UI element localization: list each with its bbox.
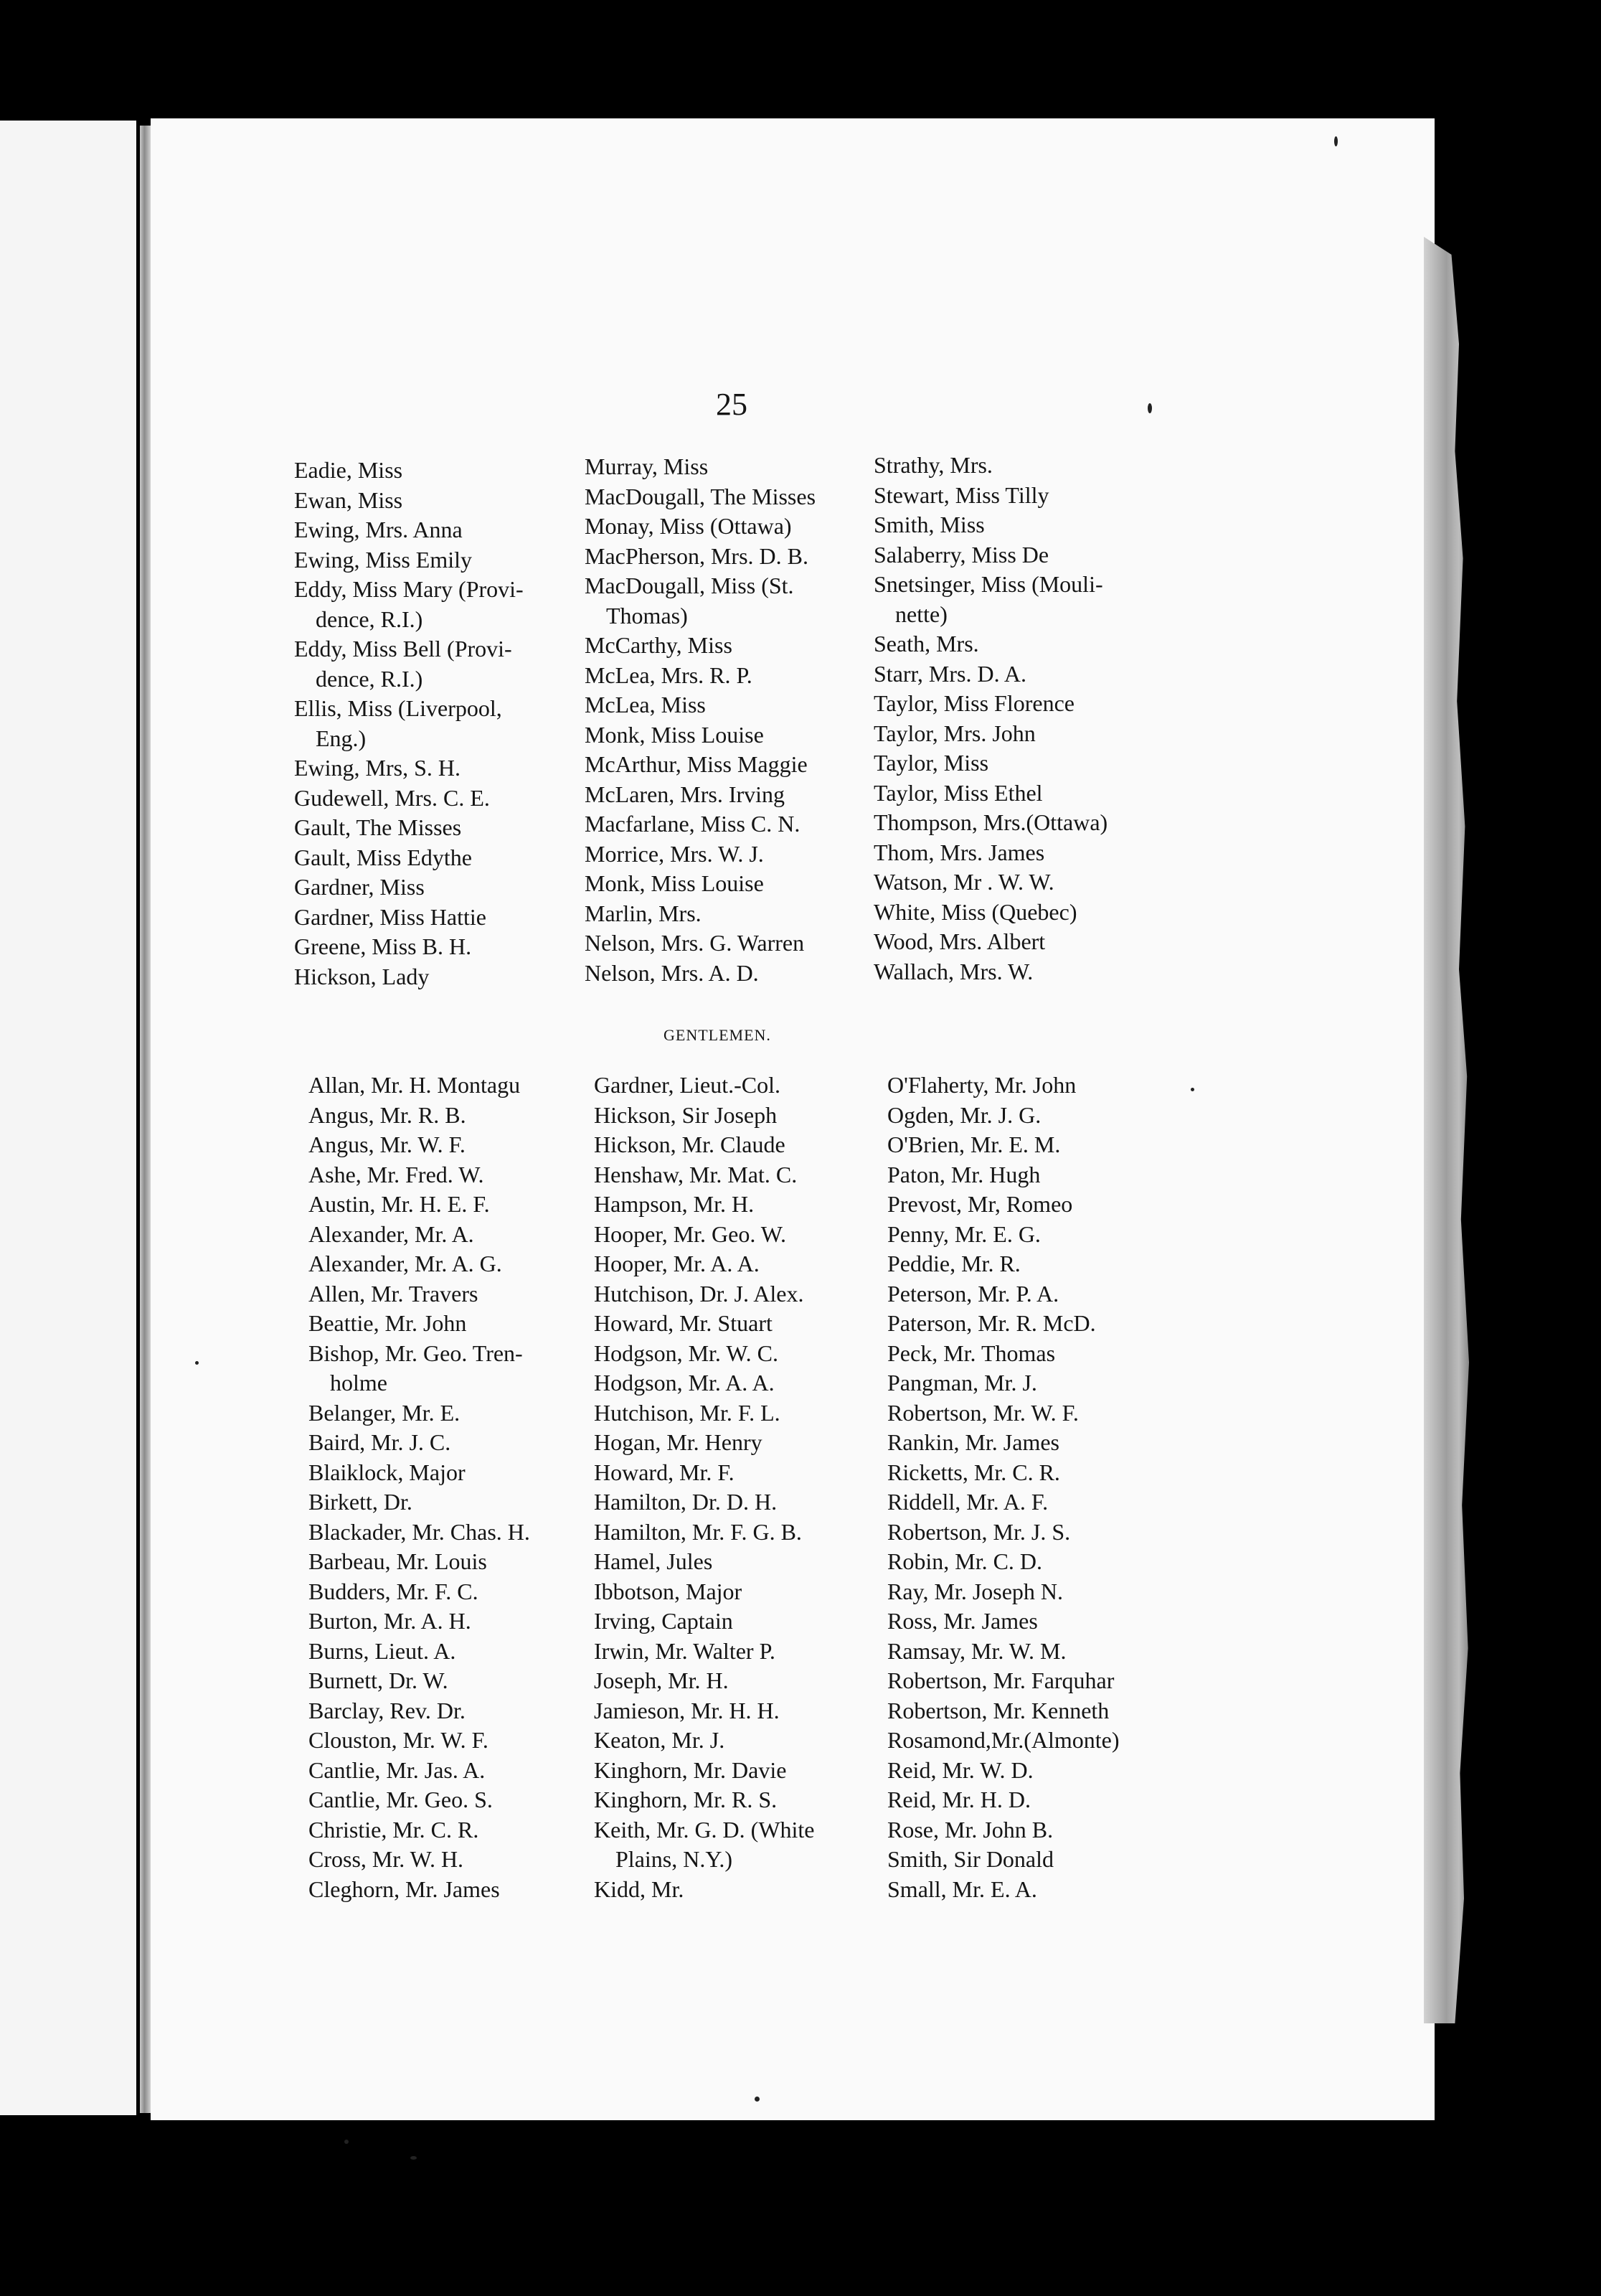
ladies-column-3 <box>874 451 1108 987</box>
lady-entry: Thomas) <box>606 602 688 629</box>
book-gutter <box>140 126 151 2113</box>
lady-entry: Ellis, Miss (Liverpool, <box>294 695 502 721</box>
lady-entry: Monk, Miss Louise <box>585 870 764 896</box>
gentleman-entry: Howard, Mr. F. <box>594 1459 735 1485</box>
gentleman-entry: Peck, Mr. Thomas <box>887 1340 1056 1366</box>
gentleman-entry: Pangman, Mr. J. <box>887 1370 1037 1396</box>
lady-entry: dence, R.I.) <box>316 606 423 632</box>
gentleman-entry: Allan, Mr. H. Montagu <box>308 1072 521 1098</box>
lady-entry: Gudewell, Mrs. C. E. <box>294 784 490 811</box>
gentleman-entry: Robertson, Mr. W. F. <box>887 1399 1079 1426</box>
gentleman-entry: Blackader, Mr. Chas. H. <box>308 1518 530 1545</box>
gentleman-entry: Cross, Mr. W. H. <box>308 1846 464 1872</box>
ladies-column-2 <box>585 452 816 988</box>
lady-entry: Ewan, Miss <box>294 486 403 513</box>
gentleman-entry: Hickson, Sir Joseph <box>594 1101 778 1128</box>
gentleman-entry: Hamel, Jules <box>594 1548 713 1574</box>
gentleman-entry: Beattie, Mr. John <box>308 1310 467 1336</box>
gentleman-entry: Robertson, Mr. Kenneth <box>887 1697 1110 1723</box>
lady-entry: Starr, Mrs. D. A. <box>874 660 1026 687</box>
gentleman-entry: Austin, Mr. H. E. F. <box>308 1191 490 1217</box>
lady-entry: Eddy, Miss Mary (Provi- <box>294 576 524 602</box>
lady-entry: Thompson, Mrs.(Ottawa) <box>874 809 1108 835</box>
speck <box>344 2140 349 2144</box>
speck <box>195 1361 199 1365</box>
gentleman-entry: O'Flaherty, Mr. John <box>887 1072 1077 1098</box>
gentleman-entry: Hutchison, Mr. F. L. <box>594 1399 780 1426</box>
lady-entry: dence, R.I.) <box>316 665 423 692</box>
lady-entry: McArthur, Miss Maggie <box>585 751 808 777</box>
lady-entry: Thom, Mrs. James <box>874 839 1045 865</box>
lady-entry: McCarthy, Miss <box>585 632 732 658</box>
lady-entry: McLea, Mrs. R. P. <box>585 662 752 688</box>
lady-entry: Snetsinger, Miss (Mouli- <box>874 571 1103 597</box>
lady-entry: Taylor, Mrs. John <box>874 720 1036 746</box>
gentleman-entry: Ricketts, Mr. C. R. <box>887 1459 1060 1485</box>
gentleman-entry: Reid, Mr. W. D. <box>887 1756 1034 1783</box>
lady-entry: Nelson, Mrs. G. Warren <box>585 930 805 956</box>
lady-entry: Monay, Miss (Ottawa) <box>585 513 792 539</box>
lady-entry: Greene, Miss B. H. <box>294 933 472 959</box>
speck <box>1148 403 1152 413</box>
lady-entry: Monk, Miss Louise <box>585 721 764 748</box>
gentleman-entry: Allen, Mr. Travers <box>308 1280 478 1307</box>
gentleman-entry: Ogden, Mr. J. G. <box>887 1101 1042 1128</box>
gentleman-entry: Irwin, Mr. Walter P. <box>594 1637 775 1664</box>
facing-page-edge <box>0 121 136 2115</box>
gentleman-entry: Burton, Mr. A. H. <box>308 1608 471 1634</box>
gentleman-entry: O'Brien, Mr. E. M. <box>887 1131 1061 1157</box>
gentleman-entry: Cantlie, Mr. Jas. A. <box>308 1756 486 1783</box>
lady-entry: Taylor, Miss Ethel <box>874 779 1043 806</box>
gentleman-entry: Jamieson, Mr. H. H. <box>594 1697 780 1723</box>
gentleman-entry: Ray, Mr. Joseph N. <box>887 1578 1064 1604</box>
ladies-column-1 <box>294 456 524 992</box>
gentleman-entry: Ross, Mr. James <box>887 1608 1038 1634</box>
lady-entry: Gault, Miss Edythe <box>294 844 472 870</box>
lady-entry: Macfarlane, Miss C. N. <box>585 811 800 837</box>
gentleman-entry: Riddell, Mr. A. F. <box>887 1489 1049 1515</box>
lady-entry: Gault, The Misses <box>294 814 462 840</box>
gentleman-entry: Peterson, Mr. P. A. <box>887 1280 1059 1307</box>
lady-entry: Gardner, Miss Hattie <box>294 903 486 930</box>
lady-entry: White, Miss (Quebec) <box>874 898 1077 925</box>
lady-entry: Seath, Mrs. <box>874 631 979 657</box>
lady-entry: Wood, Mrs. Albert <box>874 928 1046 954</box>
lady-entry: Stewart, Miss Tilly <box>874 481 1049 508</box>
gentleman-entry: Ibbotson, Major <box>594 1578 742 1604</box>
lady-entry: Marlin, Mrs. <box>585 900 702 926</box>
gentleman-entry: Christie, Mr. C. R. <box>308 1816 479 1843</box>
lady-entry: Wallach, Mrs. W. <box>874 958 1034 984</box>
gentleman-entry: Angus, Mr. W. F. <box>308 1131 466 1157</box>
gentleman-entry: Baird, Mr. J. C. <box>308 1429 451 1455</box>
lady-entry: Murray, Miss <box>585 453 709 479</box>
lady-entry: Taylor, Miss <box>874 750 989 776</box>
lady-entry: McLaren, Mrs. Irving <box>585 781 785 807</box>
gentleman-entry: Peddie, Mr. R. <box>887 1251 1021 1276</box>
lady-entry: Ewing, Miss Emily <box>294 546 473 573</box>
gentleman-entry: Birkett, Dr. <box>308 1489 412 1515</box>
gentleman-entry: Alexander, Mr. A. <box>308 1220 474 1247</box>
speck <box>755 2097 760 2102</box>
lady-entry: Morrice, Mrs. W. J. <box>585 840 764 867</box>
gentleman-entry: Hamilton, Mr. F. G. B. <box>594 1518 802 1545</box>
gentleman-entry: Kinghorn, Mr. Davie <box>594 1756 787 1783</box>
gentleman-entry: Keaton, Mr. J. <box>594 1727 725 1753</box>
gentleman-entry: Reid, Mr. H. D. <box>887 1787 1031 1812</box>
gentleman-entry: Burns, Lieut. A. <box>308 1637 456 1664</box>
lady-entry: Hickson, Lady <box>294 963 430 989</box>
lady-entry: MacDougall, The Misses <box>585 483 816 509</box>
gentleman-entry: Rose, Mr. John B. <box>887 1816 1054 1843</box>
gentleman-entry: Barclay, Rev. Dr. <box>308 1697 466 1723</box>
speck <box>1334 136 1338 146</box>
gentleman-entry: Hooper, Mr. Geo. W. <box>594 1220 787 1247</box>
gentleman-entry: Small, Mr. E. A. <box>887 1876 1037 1902</box>
gentleman-entry: Hickson, Mr. Claude <box>594 1131 785 1157</box>
gentleman-entry: Belanger, Mr. E. <box>308 1399 461 1426</box>
gentleman-entry: Hodgson, Mr. A. A. <box>594 1370 775 1396</box>
lady-entry: Eng.) <box>316 725 367 751</box>
lady-entry: McLea, Miss <box>585 692 706 718</box>
gentleman-entry: Robertson, Mr. J. S. <box>887 1518 1071 1545</box>
gentleman-entry: Barbeau, Mr. Louis <box>308 1548 487 1574</box>
gentlemen-column-2 <box>594 1071 815 1904</box>
lady-entry: Strathy, Mrs. <box>874 452 993 478</box>
gentleman-entry: Clouston, Mr. W. F. <box>308 1727 488 1753</box>
gentleman-entry: Burnett, Dr. W. <box>308 1667 448 1693</box>
gentlemen-column-1 <box>308 1071 530 1904</box>
gentleman-entry: Budders, Mr. F. C. <box>308 1578 478 1604</box>
gentleman-entry: Robin, Mr. C. D. <box>887 1548 1043 1574</box>
gentleman-entry: Ashe, Mr. Fred. W. <box>308 1161 484 1187</box>
gentleman-entry: holme <box>330 1370 387 1396</box>
gentleman-entry: Hooper, Mr. A. A. <box>594 1251 760 1276</box>
gentleman-entry: Alexander, Mr. A. G. <box>308 1251 502 1276</box>
gentleman-entry: Hutchison, Dr. J. Alex. <box>594 1280 804 1307</box>
speck <box>1191 1088 1194 1091</box>
gentleman-entry: Cleghorn, Mr. James <box>308 1876 500 1902</box>
section-heading-gentlemen: GENTLEMEN. <box>663 1026 771 1044</box>
lady-entry: Eddy, Miss Bell (Provi- <box>294 636 512 662</box>
gentleman-entry: Smith, Sir Donald <box>887 1846 1054 1872</box>
gentleman-entry: Kinghorn, Mr. R. S. <box>594 1787 778 1812</box>
lady-entry: Salaberry, Miss De <box>874 541 1049 568</box>
lady-entry: Ewing, Mrs. Anna <box>294 517 463 542</box>
gentleman-entry: Robertson, Mr. Farquhar <box>887 1667 1115 1693</box>
gentleman-entry: Gardner, Lieut.-Col. <box>594 1072 780 1098</box>
gentleman-entry: Blaiklock, Major <box>308 1459 466 1485</box>
gentleman-entry: Hodgson, Mr. W. C. <box>594 1340 778 1366</box>
gentleman-entry: Bishop, Mr. Geo. Tren- <box>308 1340 523 1366</box>
lady-entry: Eadie, Miss <box>294 457 403 483</box>
page-number: 25 <box>716 387 747 422</box>
gentleman-entry: Kidd, Mr. <box>594 1876 684 1902</box>
gentleman-entry: Rankin, Mr. James <box>887 1429 1059 1455</box>
gentleman-entry: Plains, N.Y.) <box>615 1846 732 1872</box>
gentleman-entry: Rosamond,Mr.(Almonte) <box>887 1727 1120 1753</box>
lady-entry: Ewing, Mrs, S. H. <box>294 755 461 781</box>
lady-entry: MacDougall, Miss (St. <box>585 573 794 598</box>
gentleman-entry: Keith, Mr. G. D. (White <box>594 1816 815 1843</box>
lady-entry: Taylor, Miss Florence <box>874 690 1075 716</box>
gentleman-entry: Prevost, Mr, Romeo <box>887 1191 1073 1217</box>
gentleman-entry: Cantlie, Mr. Geo. S. <box>308 1787 493 1812</box>
gentleman-entry: Hogan, Mr. Henry <box>594 1429 762 1455</box>
gentleman-entry: Paton, Mr. Hugh <box>887 1161 1041 1187</box>
torn-page-edge <box>1424 237 1474 2023</box>
lady-entry: Smith, Miss <box>874 512 985 537</box>
gentleman-entry: Paterson, Mr. R. McD. <box>887 1310 1096 1336</box>
gentleman-entry: Irving, Captain <box>594 1608 733 1634</box>
gentlemen-column-3 <box>887 1071 1120 1904</box>
gentleman-entry: Henshaw, Mr. Mat. C. <box>594 1161 798 1187</box>
gentleman-entry: Joseph, Mr. H. <box>594 1667 729 1693</box>
lady-entry: nette) <box>895 601 948 627</box>
gentleman-entry: Hampson, Mr. H. <box>594 1191 755 1217</box>
lady-entry: MacPherson, Mrs. D. B. <box>585 542 808 569</box>
speck <box>410 2156 417 2160</box>
gentleman-entry: Angus, Mr. R. B. <box>308 1101 466 1128</box>
lady-entry: Nelson, Mrs. A. D. <box>585 959 759 986</box>
gentleman-entry: Ramsay, Mr. W. M. <box>887 1637 1067 1664</box>
lady-entry: Watson, Mr . W. W. <box>874 869 1054 895</box>
gentleman-entry: Penny, Mr. E. G. <box>887 1220 1041 1247</box>
lady-entry: Gardner, Miss <box>294 874 425 900</box>
gentleman-entry: Hamilton, Dr. D. H. <box>594 1489 778 1515</box>
gentleman-entry: Howard, Mr. Stuart <box>594 1310 773 1336</box>
